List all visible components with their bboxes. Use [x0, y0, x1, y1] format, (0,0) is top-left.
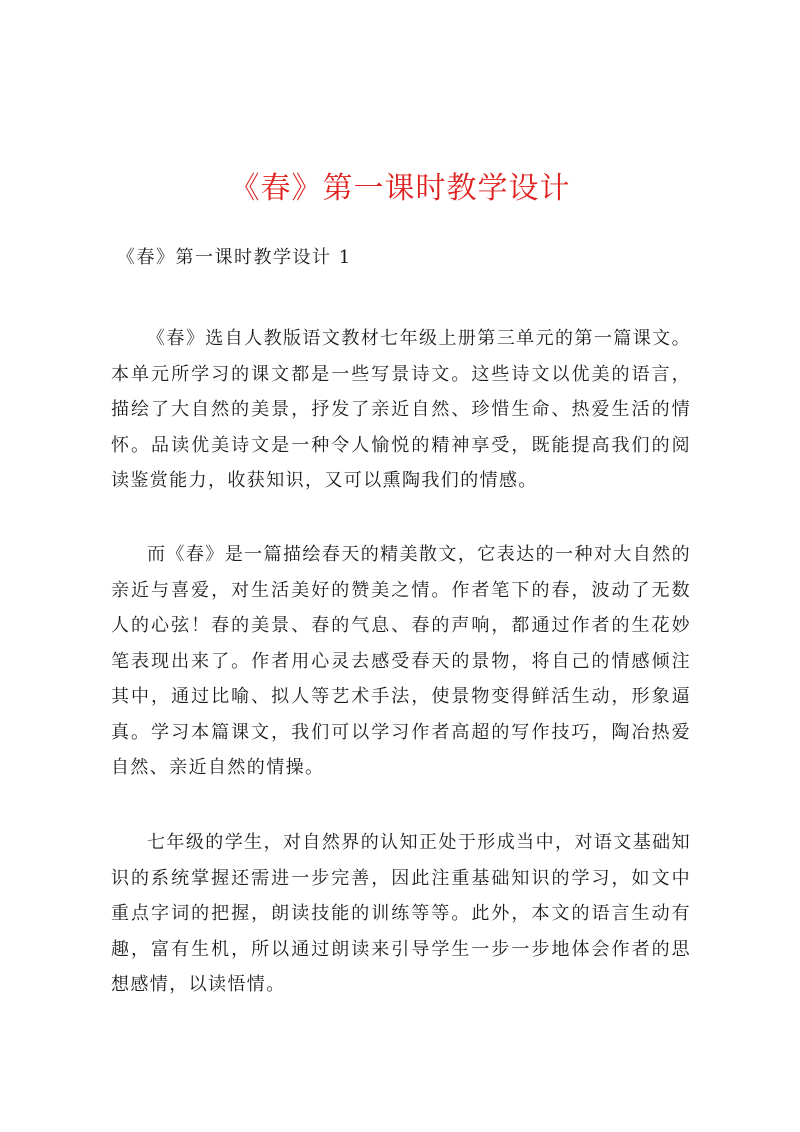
- document-title: 《春》第一课时教学设计: [229, 171, 571, 206]
- paragraph-1: 《春》选自人教版语文教材七年级上册第三单元的第一篇课文。本单元所学习的课文都是一些写景诗文。这些诗文以优美的语言，描绘了大自然的美景，抒发了亲近自然、珍惜生命、热爱生活的情怀。品读优美诗文是一种令人愉悦的精神享受，既能提高我们的阅读鉴赏能力，收获知识，又可以熏陶我们的情感。: [111, 328, 691, 491]
- paragraph-3: 七年级的学生，对自然界的认知正处于形成当中，对语文基础知识的系统掌握还需进一步完善，因此注重基础知识的学习，如文中重点字词的把握，朗读技能的训练等等。此外，本文的语言生动有趣，富有生机，所以通过朗读来引导学生一步一步地体会作者的思想感情，以读悟情。: [111, 832, 691, 995]
- document-subtitle: 《春》第一课时教学设计 1: [117, 247, 352, 268]
- paragraph-2: 而《春》是一篇描绘春天的精美散文，它表达的一种对大自然的亲近与喜爱，对生活美好的赞美之情。作者笔下的春，波动了无数人的心弦！春的美景、春的气息、春的声响，都通过作者的生花妙笔表现出来了。作者用心灵去感受春天的景物，将自己的情感倾注其中，通过比喻、拟人等艺术手法，使景物变得鲜活生动，形象逼真。学习本篇课文，我们可以学习作者高超的写作技巧，陶冶热爱自然、亲近自然的情操。: [111, 544, 691, 778]
